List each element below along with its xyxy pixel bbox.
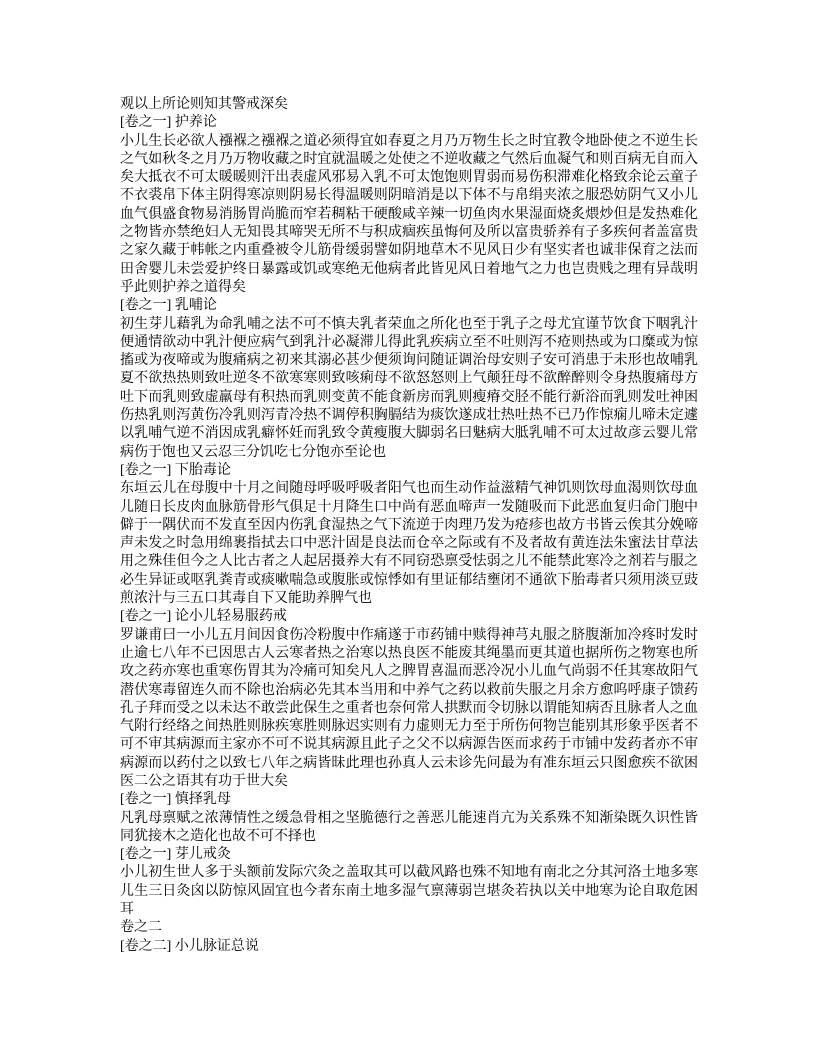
- section-header: [卷之一] 论小儿轻易服药戒: [120, 609, 287, 625]
- section-paragraph: 罗谦甫曰一小儿五月间因食伤冷粉腹中作痛遂于市药铺中赎得神芎丸服之脐腹渐加冷疼时发时止逾七八年不已因思古人云寒者热之治寒以热良医不能废其绳墨而更其道也据所伤之物寒也所攻之药亦寒也重寒伤胃其为冷痛可知矣凡人之脾胃喜温而恶冷况小儿血气尚弱不任其寒故阳气潜伏寒毒留连久而不除也治病必先其本当用和中养气之药以救前失服之月余方愈呜呼康子馈药孔子拜而受之以未达不敢尝此保生之重者也奈何常人拱默而令切脉以谓能知病否且脉者人之血气附行经络之间热胜则脉疾寒胜则脉迟实则有力虚则无力至于所伤何物岂能别其形象乎医者不可不审其病源而主家亦不可不说其病源且此子之父不以病源告医而求药于市铺中发药者亦不审病源而以药付之以致七八年之病皆昧此理也孙真人云未诊先问最为有准东垣云只图愈疾不欲困医二公之语其有功于世大矣: [120, 627, 698, 789]
- section-paragraph: 东垣云儿在母腹中十月之间随母呼吸呼吸者阳气也而生动作益滋精气神饥则饮母血渴则饮母血儿随日长皮肉血脉筋骨形气俱足十月降生口中尚有恶血啼声一发随吸而下此恶血复归命门胞中僻于一隅伏而不发直至因内伤乳食湿热之气下流逆于肉理乃发为疮疹也故方书皆云俟其分娩啼声未发之时急用绵裹指拭去口中恶汁固是良法而仓卒之际或有不及者故有黄连法朱蜜法甘草法用之殊佳但今之人比古者之人起居摄养大有不同窃恐禀受怯弱之儿不能禁此寒冷之剂若与服之必生异证或呕乳粪青或痰嗽喘急或腹胀或惊悸如有里证郁结壅闭不通欲下胎毒者只须用淡豆豉煎浓汁与三五口其毒自下又能助养脾气也: [120, 481, 698, 607]
- section-header: [卷之一] 乳哺论: [120, 298, 217, 314]
- section-paragraph: 初生芽儿藉乳为命乳哺之法不可不慎夫乳者荣血之所化也至于乳子之母尤宜谨节饮食下咽乳汁便通情欲动中乳汁便应病气到乳汁必凝滞儿得此乳疾病立至不吐则泻不疮则热或为口糜或为惊搐或为夜啼或为腹痛病之初来其溺必甚少便须询问随证调治母安则子安可消患于未形也故哺乳夏不欲热热则致吐逆冬不欲寒寒则致咳痢母不欲怒怒则上气颠狂母不欲醉醉则令身热腹痛母方吐下而乳则致虚羸母有积热而乳则变黄不能食新房而乳则瘦瘠交胫不能行新浴而乳则发吐神困伤热乳则泻黄伤冷乳则泻青冷热不调停积胸膈结为痰饮遂成壮热吐热不已乃作惊痫儿啼未定遽以乳哺气逆不消因成乳癖怀妊而乳致令黄瘦腹大脚弱名曰魅病大胝乳哺不可太过故彦云婴儿常病伤于饱也又云忍三分饥吃七分饱亦至论也: [120, 316, 698, 460]
- section-header: [卷之一] 下胎毒论: [120, 462, 231, 478]
- document-text: [120, 96, 698, 956]
- section-header: [卷之一] 慎择乳母: [120, 792, 231, 808]
- section-paragraph: 小儿初生世人多于头额前发际穴灸之盖取其可以截风路也殊不知地有南北之分其河洛土地多寒儿生三日灸囟以防惊风固宜也今者东南土地多湿气禀薄弱岂堪灸若执以关中地寒为论自取危困耳: [120, 865, 698, 918]
- section-paragraph: 小儿生长必欲人襁褓之襁褓之道必须得宜如春夏之月乃万物生长之时宜教令地卧使之不逆生长之气如秋冬之月乃万物收藏之时宜就温暖之处使之不逆收藏之气然后血凝气和则百病无自而入矣大抵衣不可太暖暖则汗出表虚风邪易入乳不可太饱饱则胃弱而易伤积滞难化格致余论云童子不衣裘帛下体主阴得寒凉则阴易长得温暖则阴暗消是以下体不与帛绢夹浓之服恐妨阴气又小儿血气俱盛食物易消肠胃尚脆而窄若稠粘干硬酸咸辛辣一切鱼肉水果湿面烧炙煨炒但是发热难化之物皆亦禁绝妇人无知畏其啼哭无所不与积成痼疾虽悔何及所以富贵骄养有子多疾何者盖富贵之家久藏于帏帐之内重叠被令儿筋骨缓弱譬如阴地草木不见风日少有坚实者也诚非保育之法而田舍婴儿未尝爱护终日暴露或饥或寒绝无他病者此皆见风日着地气之力也岂贵贱之理有异哉明乎此则护养之道得矣: [120, 133, 698, 295]
- section-paragraph: 凡乳母禀赋之浓薄情性之缓急骨相之坚脆德行之善恶儿能速肖亢为关系殊不知渐染既久识性皆同犹接木之造化也故不可不择也: [120, 810, 698, 844]
- section-header: [卷之一] 护养论: [120, 115, 217, 131]
- section-header: [卷之一] 芽儿戒灸: [120, 847, 231, 863]
- section-header: [卷之二] 小儿脉证总说: [120, 938, 259, 954]
- text-line: 卷之二: [120, 920, 162, 936]
- text-line: 观以上所论则知其警戒深矣: [120, 97, 288, 112]
